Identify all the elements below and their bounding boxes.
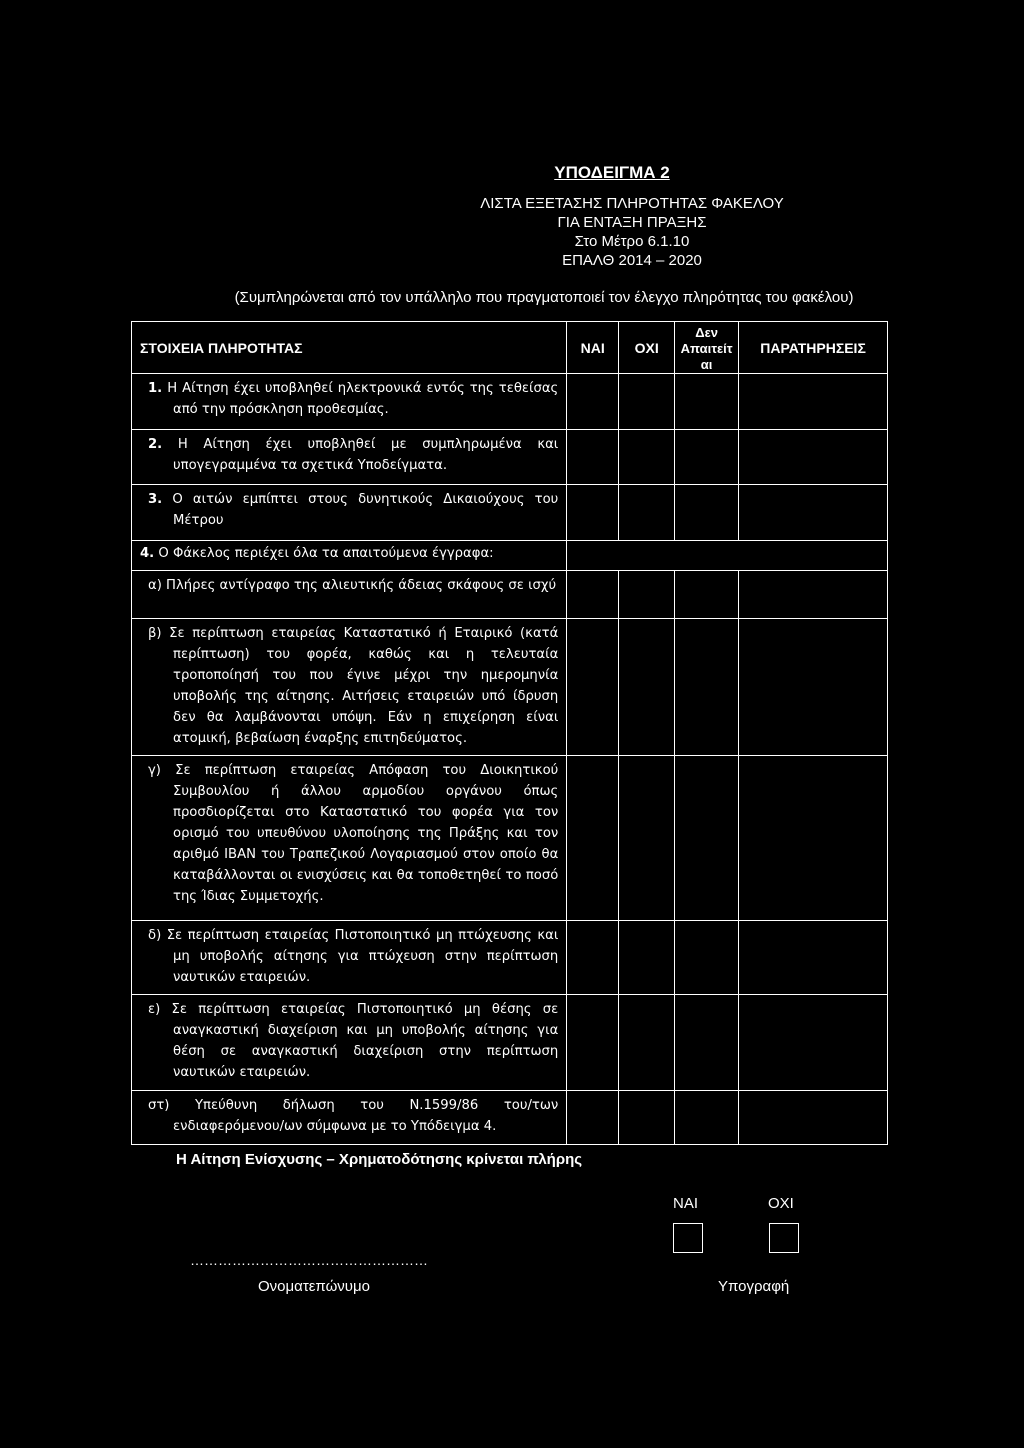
remarks-cell[interactable] [739, 921, 888, 995]
remarks-cell[interactable] [739, 374, 888, 430]
no-cell[interactable] [619, 995, 675, 1091]
yes-cell[interactable] [567, 756, 619, 921]
subrow-label: α) [148, 578, 162, 593]
header-no: ΟΧΙ [619, 322, 675, 374]
not-required-cell[interactable] [675, 756, 739, 921]
row-text: Ο Φάκελος περιέχει όλα τα απαιτούμενα έγγραφα: [158, 546, 494, 561]
no-cell[interactable] [619, 485, 675, 541]
no-label: ΟΧΙ [768, 1195, 794, 1212]
subrow-label: β) [148, 626, 162, 641]
document-subrow [132, 619, 888, 756]
document-subrow [132, 571, 888, 619]
no-checkbox[interactable] [769, 1223, 799, 1253]
remarks-cell[interactable] [739, 430, 888, 485]
row-text: Η Αίτηση έχει υποβληθεί με συμπληρωμένα και υπογεγραμμένα τα σχετικά Υποδείγματα. [173, 437, 559, 473]
not-required-cell[interactable] [675, 1091, 739, 1145]
document-subrow [132, 921, 888, 995]
conclusion-statement: Η Αίτηση Ενίσχυσης – Χρηματοδότησης κρίνεται πλήρης [176, 1151, 583, 1168]
yes-cell[interactable] [567, 995, 619, 1091]
table-row [132, 541, 888, 571]
subrow-label: δ) [148, 928, 162, 943]
not-required-cell[interactable] [675, 921, 739, 995]
table-row [132, 430, 888, 485]
completeness-checklist-table [131, 321, 888, 1145]
header-yes: ΝΑΙ [567, 322, 619, 374]
remarks-cell[interactable] [739, 756, 888, 921]
instruction-note: (Συμπληρώνεται από τον υπάλληλο που πραγματοποιεί τον έλεγχο πληρότητας του φακέλου) [234, 289, 854, 306]
row-number: 4. [140, 546, 155, 561]
no-cell[interactable] [619, 921, 675, 995]
no-cell[interactable] [619, 571, 675, 619]
yes-cell[interactable] [567, 485, 619, 541]
full-name-label: Ονοματεπώνυμο [258, 1278, 370, 1295]
not-required-cell[interactable] [675, 571, 739, 619]
not-required-cell[interactable] [675, 374, 739, 430]
yes-label: ΝΑΙ [673, 1195, 699, 1212]
no-cell[interactable] [619, 756, 675, 921]
name-signature-line: …………………………………………… [190, 1252, 428, 1268]
no-cell[interactable] [619, 430, 675, 485]
subrow-label: γ) [148, 763, 161, 778]
subrow-text: Σε περίπτωση εταιρείας Απόφαση του Διοικητικού Συμβουλίου ή άλλου αρμοδίου οργάνου όπως προσδιορίζεται στο Καταστατικό του φορέα για τον ορισμό του υπευθύνου υλοποίησης της Πράξης και τον αριθμό IBAN του Τραπεζικού Λογαριασμού στον οποίο θα καταβάλλονται οι ενισχύσεις και θα τοποθετηθεί το ποσό της Ίδιας Συμμετοχής. [173, 763, 559, 904]
subtitle-line-2: ΓΙΑ ΕΝΤΑΞΗ ΠΡΑΞΗΣ [557, 214, 707, 231]
signature-label: Υπογραφή [718, 1278, 790, 1295]
not-required-cell[interactable] [675, 430, 739, 485]
header-remarks: ΠΑΡΑΤΗΡΗΣΕΙΣ [739, 322, 888, 374]
no-cell[interactable] [619, 619, 675, 756]
row-text: Η Αίτηση έχει υποβληθεί ηλεκτρονικά εντός της τεθείσας από την πρόσκληση προθεσμίας. [167, 381, 559, 417]
yes-cell[interactable] [567, 430, 619, 485]
document-title: ΥΠΟΔΕΙΓΜΑ 2 [554, 163, 670, 182]
subrow-text: Σε περίπτωση εταιρείας Πιστοποιητικό μη πτώχευσης και μη υποβολής αίτησης για πτώχευση στην περίπτωση ναυτικών εταιρειών. [166, 928, 559, 985]
yes-cell[interactable] [567, 619, 619, 756]
subrow-label: στ) [148, 1098, 170, 1113]
yes-cell[interactable] [567, 571, 619, 619]
subtitle-line-4: ΕΠΑΛΘ 2014 – 2020 [562, 252, 702, 269]
remarks-cell[interactable] [739, 1091, 888, 1145]
remarks-cell[interactable] [739, 571, 888, 619]
remarks-cell[interactable] [739, 619, 888, 756]
table-row [132, 374, 888, 430]
remarks-cell[interactable] [739, 995, 888, 1091]
row-text: Ο αιτών εμπίπτει στους δυνητικούς Δικαιούχους του Μέτρου [172, 492, 559, 528]
no-cell[interactable] [619, 1091, 675, 1145]
remarks-cell[interactable] [739, 485, 888, 541]
yes-cell[interactable] [567, 374, 619, 430]
subtitle-line-1: ΛΙΣΤΑ ΕΞΕΤΑΣΗΣ ΠΛΗΡΟΤΗΤΑΣ ΦΑΚΕΛΟΥ [480, 195, 784, 212]
subrow-text: Σε περίπτωση εταιρείας Πιστοποιητικό μη θέσης σε αναγκαστική διαχείριση και μη υποβολής αίτησης για θέση σε αναγκαστική διαχείριση στην περίπτωση ναυτικών εταιρειών. [171, 1002, 559, 1080]
subrow-label: ε) [148, 1002, 161, 1017]
not-required-cell[interactable] [675, 619, 739, 756]
document-subrow [132, 1091, 888, 1145]
document-subrow [132, 756, 888, 921]
row-number: 3. [148, 492, 163, 507]
subtitle-line-3: Στο Μέτρο 6.1.10 [574, 233, 690, 250]
header-not-required: Δεν Απαιτείτ αι [675, 322, 739, 374]
subrow-text: Υπεύθυνη δήλωση του Ν.1599/86 του/των ενδιαφερόμενου/ων σύμφωνα με το Υπόδειγμα 4. [173, 1098, 559, 1134]
yes-cell[interactable] [567, 921, 619, 995]
row-number: 2. [148, 437, 163, 452]
document-subrow [132, 995, 888, 1091]
not-required-cell[interactable] [675, 995, 739, 1091]
yes-cell[interactable] [567, 1091, 619, 1145]
subrow-text: Σε περίπτωση εταιρείας Καταστατικό ή Εταιρικό (κατά περίπτωση) του φορέα, καθώς και η τελευταία τροποποίησή του που έγινε μέχρι την ημερομηνία υποβολής της αίτησης. Αιτήσεις εταιρειών υπό ίδρυση δεν θα λαμβάνονται υπόψη. Εάν η επιχείρηση είναι ατομική, βεβαίωση έναρξης επιτηδεύματος. [169, 626, 559, 746]
no-cell[interactable] [619, 374, 675, 430]
row-number: 1. [148, 381, 163, 396]
subrow-text: Πλήρες αντίγραφο της αλιευτικής άδειας σκάφους σε ισχύ [166, 578, 557, 593]
table-row [132, 485, 888, 541]
yes-checkbox[interactable] [673, 1223, 703, 1253]
not-required-cell[interactable] [675, 485, 739, 541]
header-items: ΣΤΟΙΧΕΙΑ ΠΛΗΡΟΤΗΤΑΣ [132, 322, 567, 374]
